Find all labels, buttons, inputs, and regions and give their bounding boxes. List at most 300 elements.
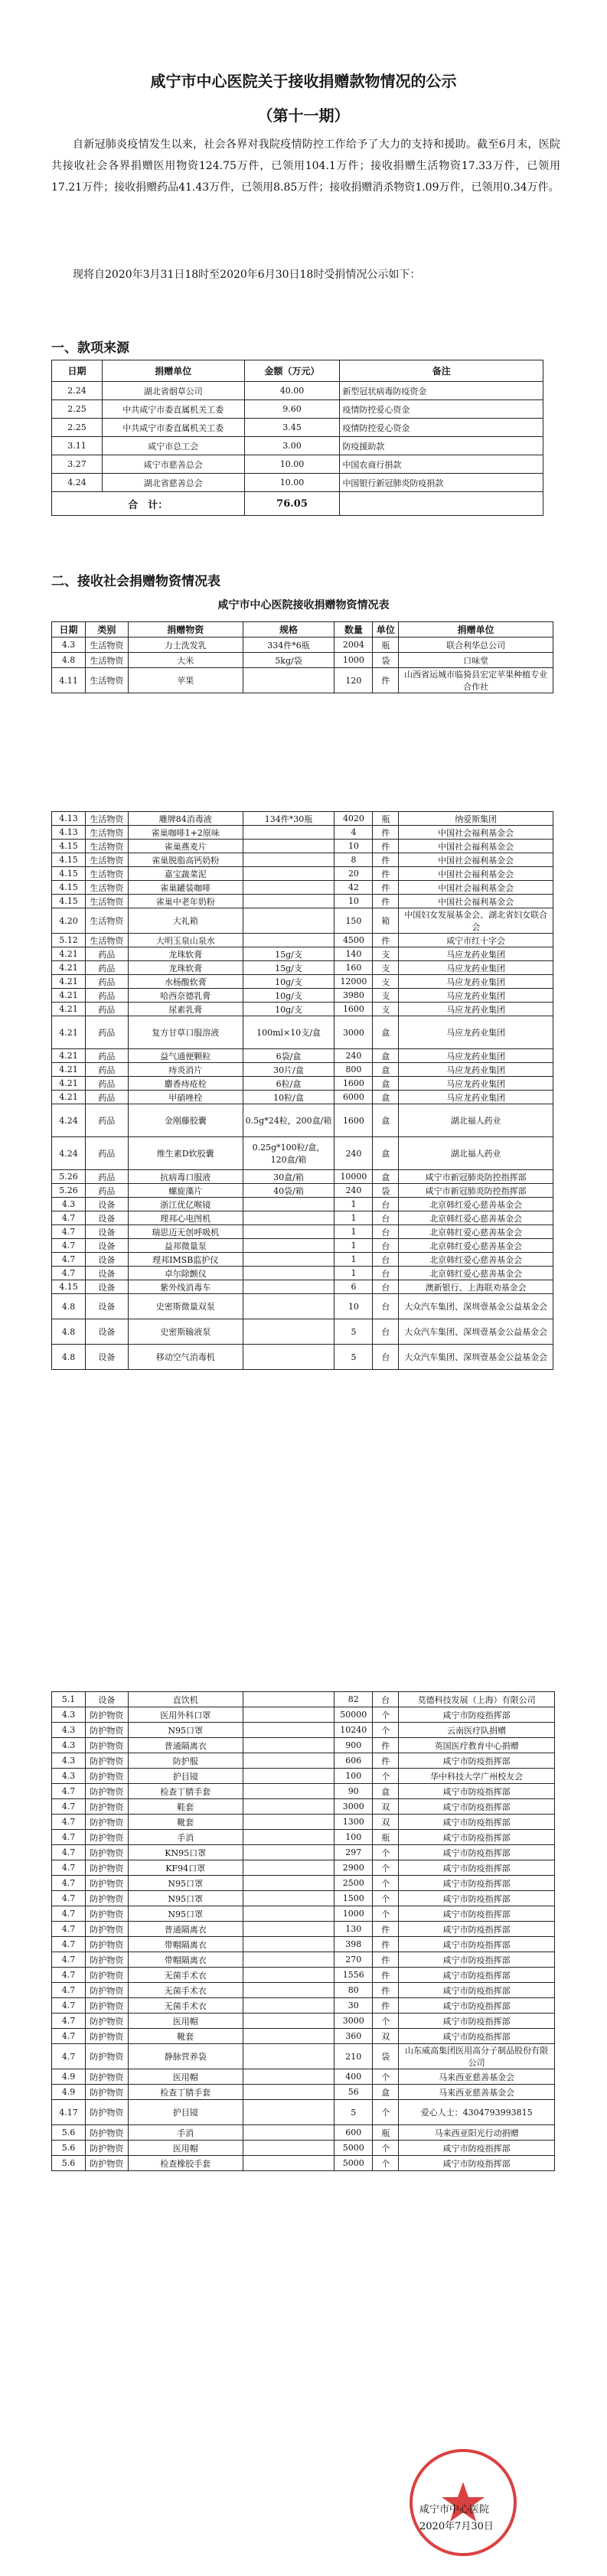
spec-cell — [243, 867, 335, 881]
header-cell: 捐赠单位 — [399, 622, 553, 637]
date-cell: 4.24 — [52, 1137, 86, 1170]
quantity-cell: 4020 — [335, 812, 373, 826]
category-cell: 生活物资 — [85, 908, 128, 934]
goods-row — [52, 1016, 553, 1049]
quantity-cell: 240 — [335, 1049, 373, 1063]
goods-row — [52, 1937, 555, 1952]
date-cell: 4.21 — [52, 947, 86, 961]
category-cell: 药品 — [85, 1016, 128, 1049]
goods-row — [52, 975, 553, 989]
goods-row — [52, 2125, 555, 2141]
category-cell: 防护物资 — [85, 1998, 128, 2014]
date-cell: 2.25 — [52, 400, 103, 419]
unit-cell: 盒 — [373, 1170, 399, 1184]
spec-cell: 10g/支 — [243, 1003, 335, 1016]
category-cell: 防护物资 — [85, 1983, 128, 1998]
spec-cell — [243, 1294, 335, 1319]
funds-row — [52, 455, 543, 474]
item-cell: 直饮机 — [128, 1692, 243, 1707]
intro-paragraph: 自新冠肺炎疫情发生以来，社会各界对我院疫情防控工作给予了大力的支持和援助。截至6月末，医院共接收社会各界捐赠医用物资124.75万件，已领用104.1万件；接收捐赠生活物资17.33万件，已领用17.21万件；接收捐赠药品41.43万件，已领用8.85万件；接收捐赠消杀物资1.09万件，已领用0.34万件。 — [51, 139, 560, 194]
quantity-cell: 42 — [335, 881, 373, 895]
date-cell: 4.24 — [52, 1104, 86, 1137]
amount-cell: 9.60 — [244, 400, 340, 419]
unit-cell: 个 — [373, 1906, 399, 1922]
funds-row — [52, 437, 543, 455]
date-cell: 4.7 — [52, 1952, 86, 1968]
quantity-cell: 50000 — [335, 1707, 373, 1723]
date-cell: 4.8 — [52, 653, 86, 668]
donor-cell: 湖北省慈善总会 — [102, 474, 244, 492]
quantity-cell: 56 — [335, 2085, 373, 2100]
goods-row — [52, 2085, 555, 2100]
donor-cell: 华中科技大学广州校友会 — [399, 1769, 555, 1784]
quantity-cell: 82 — [335, 1692, 373, 1707]
unit-cell: 件 — [373, 1753, 399, 1769]
goods-table-part3 — [51, 1691, 555, 2171]
category-cell: 生活物资 — [85, 934, 128, 947]
category-cell: 生活物资 — [85, 867, 128, 881]
quantity-cell: 130 — [335, 1922, 373, 1937]
spec-cell: 15g/支 — [243, 947, 335, 961]
date-cell: 5.6 — [52, 2156, 86, 2171]
goods-row — [52, 853, 553, 867]
goods-row — [52, 1738, 555, 1753]
header-cell: 数量 — [335, 622, 373, 637]
quantity-cell: 1 — [335, 1267, 373, 1280]
category-cell: 药品 — [85, 947, 128, 961]
goods-row — [52, 1876, 555, 1891]
unit-cell: 盒 — [373, 1137, 399, 1170]
unit-cell: 件 — [373, 668, 399, 693]
unit-cell: 瓶 — [373, 637, 399, 653]
category-cell: 药品 — [85, 1003, 128, 1016]
date-cell: 4.7 — [52, 1968, 86, 1983]
category-cell: 生活物资 — [85, 812, 128, 826]
date-cell: 3.11 — [52, 437, 103, 455]
date-cell: 5.12 — [52, 934, 86, 947]
donor-cell: 咸宁市防疫指挥部 — [399, 1799, 555, 1815]
donor-cell: 咸宁市新冠肺炎防控指挥部 — [399, 1170, 553, 1184]
goods-row — [52, 826, 553, 840]
goods-header-row — [52, 622, 553, 637]
quantity-cell: 3000 — [335, 1799, 373, 1815]
goods-row — [52, 1280, 553, 1294]
item-cell: 瑞思迈无创呼吸机 — [128, 1225, 243, 1239]
goods-row — [52, 867, 553, 881]
donor-cell: 纳爱斯集团 — [399, 812, 553, 826]
donor-cell: 马应龙药业集团 — [399, 1016, 553, 1049]
category-cell: 生活物资 — [85, 826, 128, 840]
goods-row — [52, 908, 553, 934]
date-cell: 4.7 — [52, 1922, 86, 1937]
quantity-cell: 297 — [335, 1845, 373, 1860]
item-cell: 带帽隔离衣 — [128, 1937, 243, 1952]
donor-cell: 咸宁市防疫指挥部 — [399, 1922, 555, 1937]
goods-row — [52, 1104, 553, 1137]
date-cell: 4.21 — [52, 1063, 86, 1077]
item-cell: 无菌手术衣 — [128, 1968, 243, 1983]
date-cell: 4.7 — [52, 1211, 86, 1225]
goods-row — [52, 637, 553, 653]
spec-cell — [243, 1319, 335, 1345]
spec-cell — [243, 1922, 335, 1937]
donor-cell: 澳新银行、上海联劝基金会 — [399, 1280, 553, 1294]
category-cell: 防护物资 — [85, 1799, 128, 1815]
unit-cell: 个 — [373, 2141, 399, 2156]
category-cell: 防护物资 — [85, 1906, 128, 1922]
goods-row — [52, 934, 553, 947]
goods-row — [52, 1211, 553, 1225]
donor-cell: 咸宁市防疫指挥部 — [399, 1707, 555, 1723]
date-cell: 4.17 — [52, 2100, 86, 2125]
goods-row — [52, 1769, 555, 1784]
unit-cell: 个 — [373, 1723, 399, 1738]
category-cell: 药品 — [85, 1077, 128, 1091]
funds-row — [52, 474, 543, 492]
donor-cell: 英国医疗教育中心捐赠 — [399, 1738, 555, 1753]
category-cell: 防护物资 — [85, 1830, 128, 1845]
donor-cell: 马来西亚阳光行动捐赠 — [399, 2125, 555, 2141]
goods-row — [52, 1170, 553, 1184]
date-cell: 4.21 — [52, 1091, 86, 1104]
date-cell: 4.7 — [52, 1225, 86, 1239]
quantity-cell: 10 — [335, 895, 373, 908]
date-cell: 4.7 — [52, 1983, 86, 1998]
spec-cell — [243, 1267, 335, 1280]
date-cell: 4.7 — [52, 1815, 86, 1830]
unit-cell: 台 — [373, 1211, 399, 1225]
header-cell: 金额（万元） — [244, 360, 340, 382]
goods-row — [52, 2100, 555, 2125]
unit-cell: 瓶 — [373, 2125, 399, 2141]
quantity-cell: 3000 — [335, 2014, 373, 2029]
donor-cell: 北京韩红爱心慈善基金会 — [399, 1211, 553, 1225]
category-cell: 防护物资 — [85, 2156, 128, 2171]
spec-cell — [243, 1225, 335, 1239]
spec-cell: 0.5g*24粒，200盒/箱 — [243, 1104, 335, 1137]
spec-cell: 15g/支 — [243, 961, 335, 975]
goods-row — [52, 1998, 555, 2014]
category-cell: 设备 — [85, 1294, 128, 1319]
date-cell: 4.24 — [52, 474, 103, 492]
total-label: 合 计： — [52, 492, 245, 516]
spec-cell — [243, 1799, 335, 1815]
quantity-cell: 80 — [335, 1983, 373, 1998]
quantity-cell: 900 — [335, 1738, 373, 1753]
date-cell: 2.24 — [52, 382, 103, 400]
item-cell: N95口罩 — [128, 1876, 243, 1891]
item-cell: KF94口罩 — [128, 1860, 243, 1876]
quantity-cell: 398 — [335, 1937, 373, 1952]
amount-cell: 10.00 — [244, 474, 340, 492]
goods-table-part1 — [51, 621, 553, 693]
spec-cell: 5kg/袋 — [243, 653, 335, 668]
unit-cell: 盒 — [373, 1104, 399, 1137]
date-cell: 4.15 — [52, 881, 86, 895]
date-cell: 4.20 — [52, 908, 86, 934]
note-cell: 新型冠状病毒防疫资金 — [340, 382, 543, 400]
header-cell: 备注 — [340, 360, 543, 382]
date-cell: 4.21 — [52, 975, 86, 989]
donor-cell: 爱心人士：4304793993815 — [399, 2100, 555, 2125]
note-cell: 防疫援助款 — [340, 437, 543, 455]
category-cell: 生活物资 — [85, 840, 128, 853]
date-cell: 4.15 — [52, 840, 86, 853]
donor-cell: 中共咸宁市委直属机关工委 — [102, 400, 244, 419]
category-cell: 设备 — [85, 1239, 128, 1253]
category-cell: 设备 — [85, 1692, 128, 1707]
quantity-cell: 20 — [335, 867, 373, 881]
date-cell: 5.26 — [52, 1184, 86, 1198]
donor-cell: 大众汽车集团、深圳壹基金公益基金会 — [399, 1319, 553, 1345]
category-cell: 防护物资 — [85, 2141, 128, 2156]
category-cell: 防护物资 — [85, 2029, 128, 2044]
unit-cell: 箱 — [373, 908, 399, 934]
category-cell: 防护物资 — [85, 1815, 128, 1830]
amount-cell: 3.45 — [244, 419, 340, 437]
goods-row — [52, 1845, 555, 1860]
item-cell: 静脉营养袋 — [128, 2044, 243, 2069]
spec-cell — [243, 1280, 335, 1294]
date-cell: 4.3 — [52, 1198, 86, 1211]
item-cell: 大礼箱 — [128, 908, 243, 934]
quantity-cell: 8 — [335, 853, 373, 867]
item-cell: 靴套 — [128, 1815, 243, 1830]
item-cell: 甲硝唑栓 — [128, 1091, 243, 1104]
date-cell: 4.21 — [52, 1049, 86, 1063]
donor-cell: 咸宁市防疫指挥部 — [399, 1860, 555, 1876]
quantity-cell: 5000 — [335, 2156, 373, 2171]
quantity-cell: 240 — [335, 1184, 373, 1198]
date-cell: 4.9 — [52, 2085, 86, 2100]
quantity-cell: 1600 — [335, 1003, 373, 1016]
goods-row — [52, 2029, 555, 2044]
goods-row — [52, 1239, 553, 1253]
item-cell: 雀巢燕麦片 — [128, 840, 243, 853]
item-cell: 尿素乳膏 — [128, 1003, 243, 1016]
spec-cell — [243, 668, 335, 693]
quantity-cell: 800 — [335, 1063, 373, 1077]
unit-cell: 个 — [373, 2014, 399, 2029]
category-cell: 防护物资 — [85, 1952, 128, 1968]
unit-cell: 件 — [373, 1937, 399, 1952]
quantity-cell: 240 — [335, 1137, 373, 1170]
spec-cell — [243, 1239, 335, 1253]
donor-cell: 中国妇女发展基金会、湖北省妇女联合会 — [399, 908, 553, 934]
donor-cell: 北京韩红爱心慈善基金会 — [399, 1225, 553, 1239]
unit-cell: 盒 — [373, 1016, 399, 1049]
spec-cell — [243, 1845, 335, 1860]
date-cell: 4.21 — [52, 1077, 86, 1091]
unit-cell: 个 — [373, 1845, 399, 1860]
unit-cell: 盒 — [373, 1063, 399, 1077]
date-cell: 4.3 — [52, 637, 86, 653]
unit-cell: 件 — [373, 895, 399, 908]
date-cell: 4.7 — [52, 1937, 86, 1952]
quantity-cell: 1 — [335, 1253, 373, 1267]
item-cell: 益气通便颗粒 — [128, 1049, 243, 1063]
donor-cell: 咸宁市防疫指挥部 — [399, 1998, 555, 2014]
donor-cell: 咸宁市防疫指挥部 — [399, 1845, 555, 1860]
donor-cell: 大众汽车集团、深圳壹基金公益基金会 — [399, 1294, 553, 1319]
date-cell: 4.15 — [52, 1280, 86, 1294]
funds-header-row — [52, 360, 543, 382]
date-cell: 4.13 — [52, 826, 86, 840]
date-cell: 5.1 — [52, 1692, 86, 1707]
quantity-cell: 100 — [335, 1830, 373, 1845]
goods-row — [52, 1077, 553, 1091]
item-cell: 检查丁腈手套 — [128, 2085, 243, 2100]
spec-cell — [243, 895, 335, 908]
date-cell: 4.7 — [52, 1799, 86, 1815]
unit-cell: 台 — [373, 1280, 399, 1294]
quantity-cell: 1600 — [335, 1104, 373, 1137]
category-cell: 生活物资 — [85, 881, 128, 895]
goods-row — [52, 1345, 553, 1370]
unit-cell: 台 — [373, 1239, 399, 1253]
goods-row — [52, 947, 553, 961]
donor-cell: 北京韩红爱心慈善基金会 — [399, 1239, 553, 1253]
item-cell: 龙珠软膏 — [128, 947, 243, 961]
item-cell: 维生素D软胶囊 — [128, 1137, 243, 1170]
category-cell: 防护物资 — [85, 1707, 128, 1723]
category-cell: 防护物资 — [85, 1784, 128, 1799]
spec-cell — [243, 2100, 335, 2125]
date-cell: 4.21 — [52, 989, 86, 1003]
quantity-cell: 6000 — [335, 1091, 373, 1104]
unit-cell: 台 — [373, 1267, 399, 1280]
donor-cell: 中国社会福利基金会 — [399, 867, 553, 881]
goods-row — [52, 881, 553, 895]
quantity-cell: 10000 — [335, 1170, 373, 1184]
quantity-cell: 12000 — [335, 975, 373, 989]
donor-cell: 咸宁市新冠肺炎防控指挥部 — [399, 1184, 553, 1198]
spec-cell — [243, 826, 335, 840]
header-cell: 类别 — [85, 622, 128, 637]
category-cell: 药品 — [85, 1091, 128, 1104]
spec-cell — [243, 934, 335, 947]
spec-cell — [243, 1937, 335, 1952]
item-cell: 抗病毒口服液 — [128, 1170, 243, 1184]
spec-cell — [243, 1815, 335, 1830]
date-cell: 4.3 — [52, 1738, 86, 1753]
category-cell: 药品 — [85, 975, 128, 989]
date-cell: 5.26 — [52, 1170, 86, 1184]
unit-cell: 盒 — [373, 1077, 399, 1091]
header-cell: 日期 — [52, 622, 86, 637]
item-cell: 螺旋藻片 — [128, 1184, 243, 1198]
item-cell: 普通隔离衣 — [128, 1738, 243, 1753]
spec-cell — [243, 2156, 335, 2171]
category-cell: 药品 — [85, 1184, 128, 1198]
item-cell: 雀巢咖啡1+2原味 — [128, 826, 243, 840]
spec-cell — [243, 2125, 335, 2141]
donor-cell: 马应龙药业集团 — [399, 989, 553, 1003]
category-cell: 防护物资 — [85, 1738, 128, 1753]
date-cell: 4.8 — [52, 1294, 86, 1319]
header-cell: 捐赠物资 — [128, 622, 243, 637]
unit-cell: 件 — [373, 1983, 399, 1998]
spec-cell: 0.25g*100粒/盒，120盒/箱 — [243, 1137, 335, 1170]
note-cell: 中国农商行捐款 — [340, 455, 543, 474]
unit-cell: 件 — [373, 1922, 399, 1937]
item-cell: 无菌手术衣 — [128, 1998, 243, 2014]
section-heading-funds: 一、款项来源 — [51, 341, 129, 356]
spec-cell — [243, 1830, 335, 1845]
date-cell: 4.8 — [52, 1319, 86, 1345]
item-cell: 医用帽 — [128, 2069, 243, 2085]
quantity-cell: 10 — [335, 840, 373, 853]
category-cell: 防护物资 — [85, 2085, 128, 2100]
goods-row — [52, 1860, 555, 1876]
unit-cell: 支 — [373, 989, 399, 1003]
unit-cell: 件 — [373, 934, 399, 947]
quantity-cell: 5 — [335, 2100, 373, 2125]
donor-cell: 中国社会福利基金会 — [399, 895, 553, 908]
unit-cell: 件 — [373, 881, 399, 895]
unit-cell: 件 — [373, 1998, 399, 2014]
unit-cell: 个 — [373, 2069, 399, 2085]
category-cell: 防护物资 — [85, 1968, 128, 1983]
donor-cell: 马应龙药业集团 — [399, 1091, 553, 1104]
donor-cell: 山东威高集团医用高分子制品股份有限公司 — [399, 2044, 555, 2069]
unit-cell: 支 — [373, 961, 399, 975]
donor-cell: 咸宁市防疫指挥部 — [399, 1937, 555, 1952]
quantity-cell: 1500 — [335, 1891, 373, 1906]
category-cell: 防护物资 — [85, 1860, 128, 1876]
category-cell: 防护物资 — [85, 2044, 128, 2069]
quantity-cell: 1300 — [335, 1815, 373, 1830]
category-cell: 防护物资 — [85, 1769, 128, 1784]
item-cell: 无菌手术衣 — [128, 1983, 243, 1998]
goods-row — [52, 1692, 555, 1707]
donor-cell: 湖北省烟草公司 — [102, 382, 244, 400]
item-cell: 理邦IMSB监护仪 — [128, 1253, 243, 1267]
unit-cell: 个 — [373, 1707, 399, 1723]
donor-cell: 咸宁市防疫指挥部 — [399, 1906, 555, 1922]
donor-cell: 马应龙药业集团 — [399, 975, 553, 989]
item-cell: 医用帽 — [128, 2014, 243, 2029]
quantity-cell: 5000 — [335, 2141, 373, 2156]
item-cell: 医用外科口罩 — [128, 1707, 243, 1723]
goods-row — [52, 1968, 555, 1983]
item-cell: N95口罩 — [128, 1906, 243, 1922]
spec-cell — [243, 1198, 335, 1211]
date-cell: 4.7 — [52, 1906, 86, 1922]
spec-cell — [243, 1784, 335, 1799]
donor-cell: 咸宁市防疫指挥部 — [399, 1952, 555, 1968]
goods-table-title: 咸宁市中心医院接收捐赠物资情况表 — [217, 599, 390, 611]
donor-cell: 咸宁市防疫指挥部 — [399, 2029, 555, 2044]
quantity-cell: 100 — [335, 1769, 373, 1784]
date-cell: 4.7 — [52, 1239, 86, 1253]
spec-cell — [243, 1891, 335, 1906]
date-cell: 4.3 — [52, 1707, 86, 1723]
item-cell: N95口罩 — [128, 1723, 243, 1738]
date-cell: 4.7 — [52, 1860, 86, 1876]
date-cell: 4.7 — [52, 1830, 86, 1845]
date-cell: 4.3 — [52, 1723, 86, 1738]
goods-row — [52, 1799, 555, 1815]
item-cell: 检查丁腈手套 — [128, 1784, 243, 1799]
date-cell: 4.3 — [52, 1753, 86, 1769]
spec-cell — [243, 1707, 335, 1723]
funds-row — [52, 400, 543, 419]
spec-cell — [243, 1876, 335, 1891]
unit-cell: 瓶 — [373, 1830, 399, 1845]
quantity-cell: 4 — [335, 826, 373, 840]
goods-row — [52, 1137, 553, 1170]
